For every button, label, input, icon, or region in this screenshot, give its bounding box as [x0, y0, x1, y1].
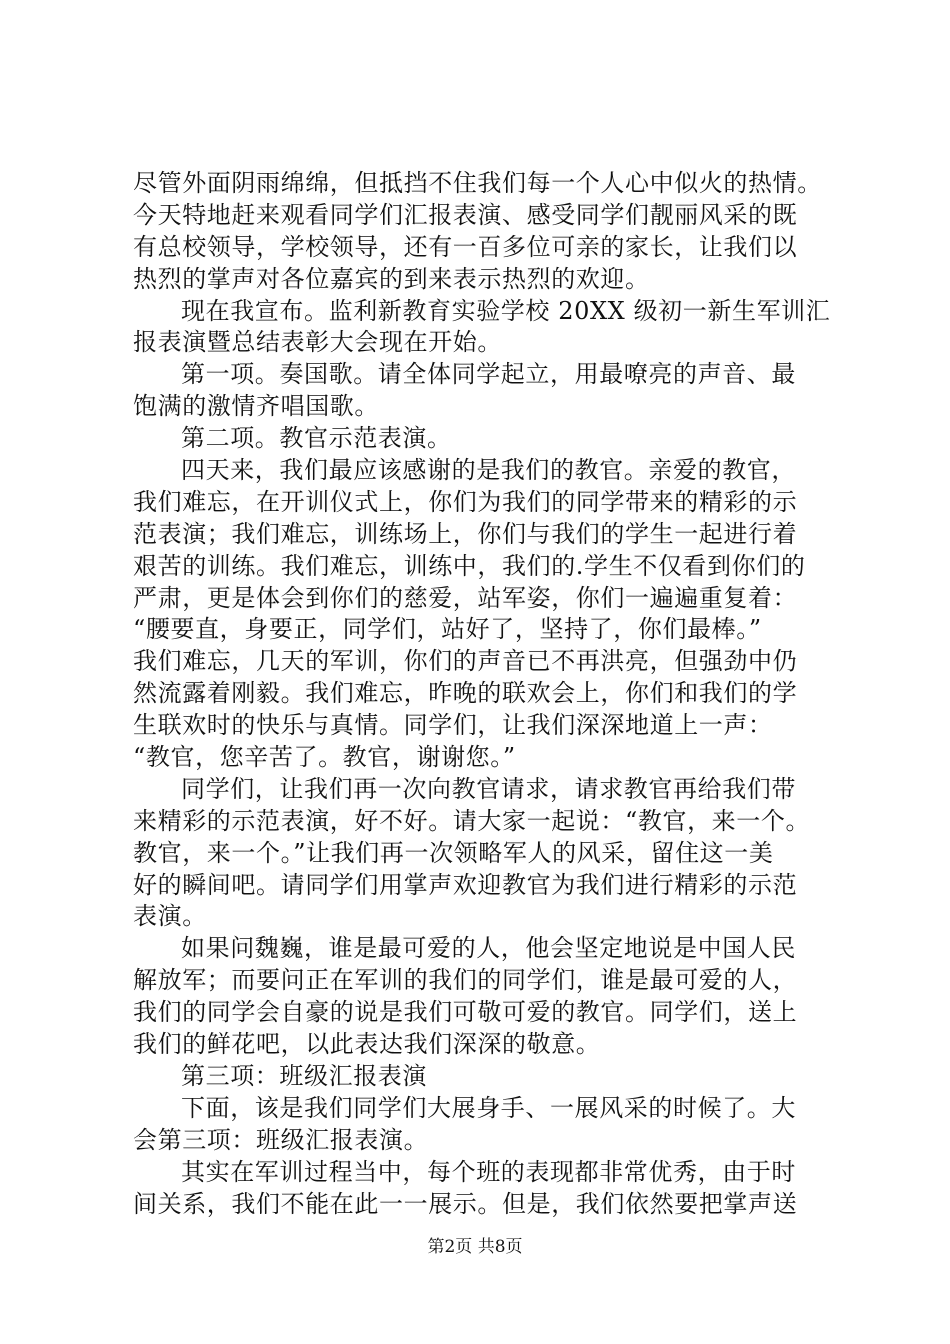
text-line: 今天特地赶来观看同学们汇报表演、感受同学们靓丽风采的既: [133, 200, 798, 229]
text-line: 我们难忘，在开训仪式上，你们为我们的同学带来的精彩的示: [133, 487, 798, 516]
text-line: 表演。: [133, 902, 207, 931]
text-line: 四天来，我们最应该感谢的是我们的教官。亲爱的教官，: [181, 456, 796, 485]
text-line: 生联欢时的快乐与真情。同学们，让我们深深地道上一声：: [133, 711, 773, 740]
text-line: 会第三项：班级汇报表演。: [133, 1125, 429, 1154]
text-line: 来精彩的示范表演，好不好。请大家一起说：“教官，来一个。: [133, 806, 811, 835]
text-line: 我们的同学会自豪的说是我们可敬可爱的教官。同学们，送上: [133, 998, 798, 1027]
text-line: 我们的鲜花吧，以此表达我们深深的敬意。: [133, 1030, 601, 1059]
text-line: 范表演；我们难忘，训练场上，你们与我们的学生一起进行着: [133, 519, 798, 548]
text-line: 间关系，我们不能在此一一展示。但是，我们依然要把掌声送: [133, 1189, 798, 1218]
text-line: 教官，来一个。”让我们再一次领略军人的风采，留住这一美: [133, 838, 774, 867]
document-body: [133, 168, 833, 1220]
text-line: 第三项：班级汇报表演: [181, 1061, 427, 1090]
text-line: 热烈的掌声对各位嘉宾的到来表示热烈的欢迎。: [133, 264, 650, 293]
text-line: 尽管外面阴雨绵绵，但抵挡不住我们每一个人心中似火的热情。: [133, 169, 822, 197]
text-line: 现在我宣布。监利新教育实验学校 20XX 级初一新生军训汇: [181, 296, 831, 325]
text-line: 如果问魏巍，谁是最可爱的人，他会坚定地说是中国人民: [181, 934, 796, 963]
text-line: 严肃，更是体会到你们的慈爱，站军姿，你们一遍遍重复着：: [133, 583, 798, 612]
text-line: 艰苦的训练。我们难忘，训练中，我们的.学生不仅看到你们的: [133, 551, 806, 580]
text-line: 解放军；而要问正在军训的我们的同学们，谁是最可爱的人，: [133, 966, 798, 995]
text-line: 然流露着刚毅。我们难忘，昨晚的联欢会上，你们和我们的学: [133, 679, 798, 708]
page-footer: 第2页 共8页: [427, 1237, 523, 1257]
text-line: 第二项。教官示范表演。: [181, 424, 452, 453]
text-line: 报表演暨总结表彰大会现在开始。: [133, 328, 502, 357]
text-line: 第一项。奏国歌。请全体同学起立，用最嘹亮的声音、最: [181, 360, 796, 389]
text-line: 有总校领导，学校领导，还有一百多位可亲的家长，让我们以: [133, 232, 798, 261]
text-line: 我们难忘，几天的军训，你们的声音已不再洪亮，但强劲中仍: [133, 647, 798, 676]
text-line: 好的瞬间吧。请同学们用掌声欢迎教官为我们进行精彩的示范: [133, 870, 798, 899]
text-line: 饱满的激情齐唱国歌。: [133, 392, 379, 421]
text-line: “腰要直，身要正，同学们，站好了，坚持了，你们最棒。”: [133, 615, 762, 644]
text-line: 下面，该是我们同学们大展身手、一展风采的时候了。大: [181, 1093, 796, 1122]
text-line: “教官，您辛苦了。教官，谢谢您。”: [133, 743, 516, 772]
text-line: 同学们，让我们再一次向教官请求，请求教官再给我们带: [181, 774, 796, 803]
text-line: 其实在军训过程当中，每个班的表现都非常优秀，由于时: [181, 1157, 796, 1186]
